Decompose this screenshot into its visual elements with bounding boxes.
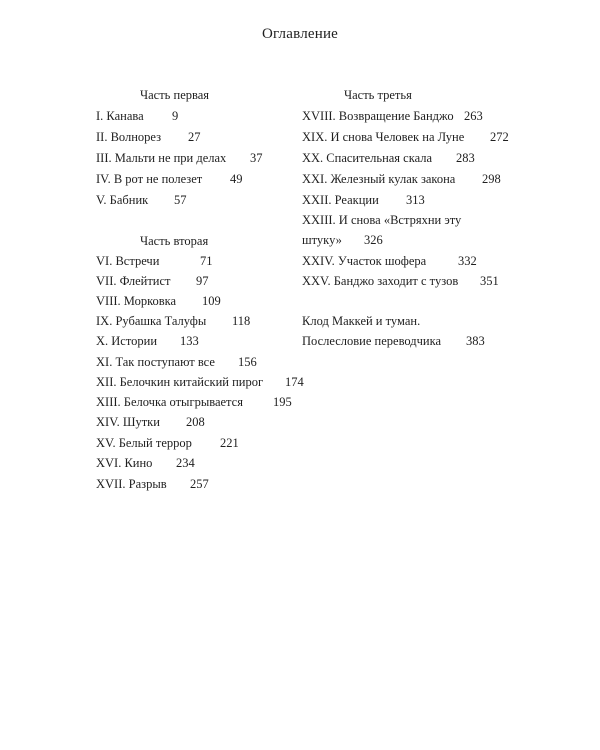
toc-entry	[96, 294, 221, 309]
page-number: 118	[232, 314, 251, 328]
chapter-title: XXIV. Участок шофера	[302, 254, 427, 268]
toc-entry	[302, 213, 461, 228]
page-number: 234	[176, 456, 195, 470]
page-number: 383	[466, 334, 485, 348]
chapter-title: XXV. Банджо заходит с тузов	[302, 274, 459, 288]
part-heading-1: Часть первая	[140, 88, 210, 102]
page-number: 174	[285, 375, 304, 389]
chapter-title: XIII. Белочка отыгрывается	[96, 395, 243, 409]
part-heading-3: Часть третья	[344, 88, 412, 102]
page-number: 57	[174, 193, 187, 207]
toc-entry	[96, 355, 257, 370]
page-number: 221	[220, 436, 239, 450]
page-number: 351	[480, 274, 499, 288]
chapter-title: XX. Спасительная скала	[302, 151, 433, 165]
toc-entry	[96, 193, 187, 208]
page-number: 272	[490, 130, 509, 144]
chapter-title: VI. Встречи	[96, 254, 160, 268]
chapter-title: XXIII. И снова «Встряхни эту	[302, 213, 462, 227]
chapter-title: XI. Так поступают все	[96, 355, 215, 369]
page-number: 156	[238, 355, 257, 369]
toc-entry	[302, 172, 501, 187]
page-number: 257	[190, 477, 209, 491]
chapter-title: VIII. Морковка	[96, 294, 177, 308]
toc-entry	[302, 233, 383, 248]
toc-entry	[302, 109, 483, 124]
page-number: 283	[456, 151, 475, 165]
chapter-title: I. Канава	[96, 109, 144, 123]
toc-entry	[96, 477, 209, 492]
chapter-title: XVIII. Возвращение Банджо	[302, 109, 454, 123]
toc-entry	[96, 456, 195, 471]
chapter-title: XII. Белочкин китайский пирог	[96, 375, 264, 389]
page-number: 27	[188, 130, 201, 144]
toc-entry	[96, 395, 292, 410]
toc-entry	[302, 254, 477, 269]
chapter-title: Послесловие переводчика	[302, 334, 442, 348]
toc-entry	[96, 314, 251, 329]
page-number: 332	[458, 254, 477, 268]
page-number: 263	[464, 109, 483, 123]
page-number: 71	[200, 254, 213, 268]
chapter-title: IV. В рот не полезет	[96, 172, 203, 186]
toc-entry	[96, 172, 243, 187]
chapter-title: III. Мальти не при делах	[96, 151, 227, 165]
toc-entry	[302, 193, 425, 208]
toc-entry	[96, 274, 209, 289]
page-number: 326	[364, 233, 383, 247]
page-number: 97	[196, 274, 209, 288]
page-number: 49	[230, 172, 243, 186]
page-title: Оглавление	[261, 26, 339, 42]
toc-entry-afterword-note	[302, 314, 420, 329]
toc-entry-afterword	[302, 334, 485, 349]
page-number: 109	[202, 294, 221, 308]
chapter-title: VII. Флейтист	[96, 274, 171, 288]
page-number: 298	[482, 172, 501, 186]
page-number: 133	[180, 334, 199, 348]
chapter-title: XXII. Реакции	[302, 193, 379, 207]
chapter-title: XIX. И снова Человек на Луне	[302, 130, 465, 144]
page-number: 208	[186, 415, 205, 429]
toc-entry	[302, 130, 509, 145]
toc-entry	[96, 436, 239, 451]
chapter-title: XIV. Шутки	[96, 415, 160, 429]
chapter-title: XVI. Кино	[96, 456, 153, 470]
page-number: 313	[406, 193, 425, 207]
chapter-title: Клод Маккей и туман.	[302, 314, 421, 328]
chapter-title: X. Истории	[96, 334, 158, 348]
chapter-title: XXI. Железный кулак закона	[302, 172, 456, 186]
chapter-title: штуку»	[302, 233, 342, 247]
chapter-title: XV. Белый террор	[96, 436, 192, 450]
chapter-title: IX. Рубашка Талуфы	[96, 314, 207, 328]
page-number: 9	[172, 109, 179, 123]
toc-entry	[96, 151, 263, 166]
chapter-title: V. Бабник	[96, 193, 149, 207]
toc-entry	[96, 254, 213, 269]
part-heading-2: Часть вторая	[140, 234, 209, 248]
chapter-title: II. Волнорез	[96, 130, 162, 144]
toc-entry	[96, 375, 304, 390]
page-number: 195	[273, 395, 292, 409]
chapter-title: XVII. Разрыв	[96, 477, 167, 491]
page-number: 37	[250, 151, 263, 165]
toc-entry	[96, 415, 205, 430]
toc-entry	[96, 109, 179, 124]
toc-entry	[96, 334, 199, 349]
toc-entry	[302, 151, 475, 166]
toc-entry	[302, 274, 499, 289]
toc-entry	[96, 130, 201, 145]
